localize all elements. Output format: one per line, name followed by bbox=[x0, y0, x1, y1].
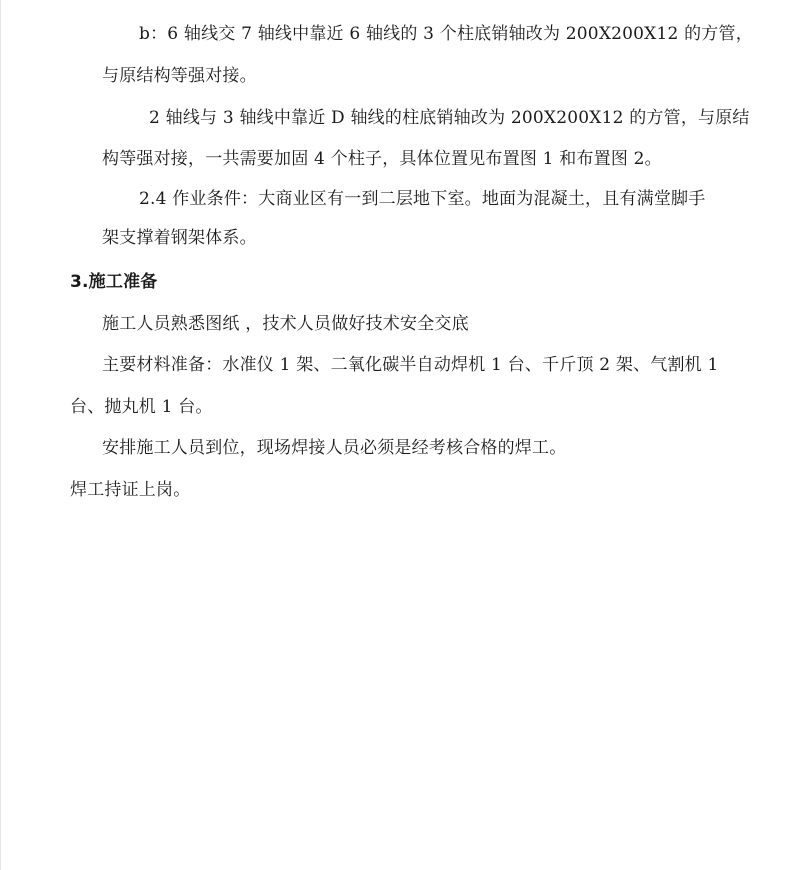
paragraph-b-line-1: b：6 轴线交 7 轴线中靠近 6 轴线的 3 个柱底销轴改为 200X200X12 的方管， bbox=[139, 24, 753, 44]
paragraph-2-4-line-1: 2.4 作业条件：大商业区有一到二层地下室。地面为混凝土，且有满堂脚手 bbox=[139, 189, 706, 209]
paragraph-2-4-line-2: 架支撑着钢架体系。 bbox=[102, 228, 257, 248]
materials-line-1: 主要材料准备：水准仪 1 架、二氧化碳半自动焊机 1 台、千斤顶 2 架、气割机 1 bbox=[102, 355, 719, 375]
personnel-paragraph: 施工人员熟悉图纸 ，技术人员做好技术安全交底 bbox=[102, 314, 469, 334]
paragraph-axis23-line-1: 2 轴线与 3 轴线中靠近 D 轴线的柱底销轴改为 200X200X12 的方管，与原结 bbox=[149, 108, 750, 128]
certificate-paragraph: 焊工持证上岗。 bbox=[70, 480, 191, 500]
section-3-heading: 3.施工准备 bbox=[70, 272, 158, 292]
paragraph-axis23-line-2: 构等强对接，一共需要加固 4 个柱子，具体位置见布置图 1 和布置图 2。 bbox=[102, 149, 662, 169]
arrange-paragraph: 安排施工人员到位，现场焊接人员必须是经考核合格的焊工。 bbox=[102, 438, 567, 458]
materials-line-2: 台、抛丸机 1 台。 bbox=[70, 397, 213, 417]
paragraph-b-line-2: 与原结构等强对接。 bbox=[102, 66, 257, 86]
